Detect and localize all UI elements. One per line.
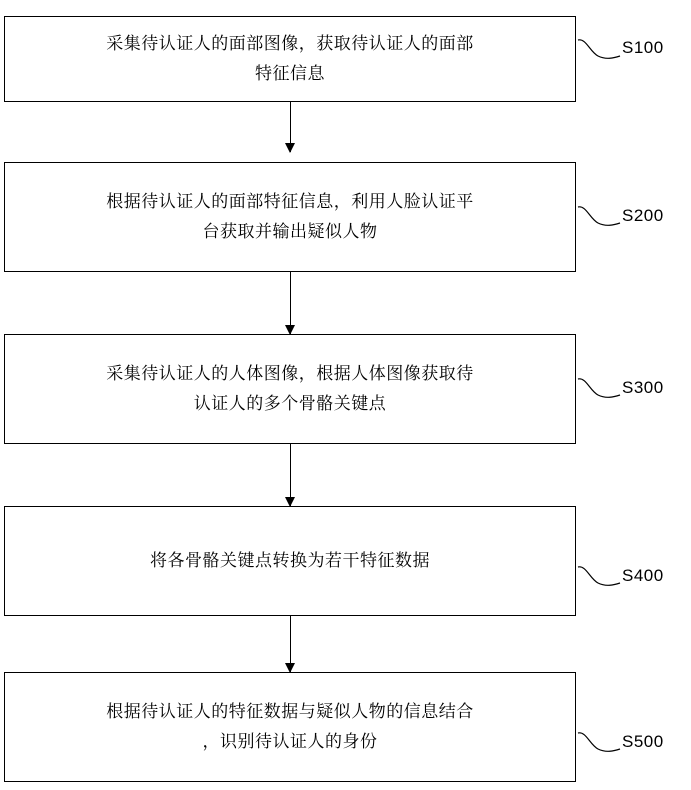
- flowchart-step-s500[interactable]: [4, 672, 576, 782]
- connector-s100-s200: [290, 102, 291, 152]
- flowchart-step-s100[interactable]: [4, 16, 576, 102]
- flowchart-step-s100-label: 采集待认证人的面部图像，获取待认证人的面部 特征信息: [106, 34, 474, 83]
- leader-line-s500: [576, 729, 622, 755]
- leader-line-s200: [576, 203, 622, 229]
- leader-line-s300: [576, 375, 622, 401]
- flowchart-tag-s300: S300: [622, 378, 664, 397]
- flowchart-step-s200[interactable]: [4, 162, 576, 272]
- flowchart-step-s200-label: 根据待认证人的面部特征信息，利用人脸认证平 台获取并输出疑似人物: [106, 192, 474, 241]
- flowchart-step-s300[interactable]: [4, 334, 576, 444]
- leader-line-s400: [576, 563, 622, 589]
- flowchart-tag-s400: S400: [622, 566, 664, 585]
- flowchart-step-s500-label: 根据待认证人的特征数据与疑似人物的信息结合 ，识别待认证人的身份: [106, 702, 474, 751]
- connector-s200-s300: [290, 272, 291, 334]
- flowchart-step-s400-label: 将各骨骼关键点转换为若干特征数据: [150, 551, 430, 570]
- flowchart-step-s400[interactable]: [4, 506, 576, 616]
- leader-line-s100: [576, 36, 622, 62]
- flowchart-tag-s500: S500: [622, 732, 664, 751]
- connector-s400-s500: [290, 616, 291, 672]
- flowchart-tag-s100: S100: [622, 38, 664, 57]
- flowchart-step-s300-label: 采集待认证人的人体图像，根据人体图像获取待 认证人的多个骨骼关键点: [106, 364, 474, 413]
- connector-s300-s400: [290, 444, 291, 506]
- flowchart-tag-s200: S200: [622, 206, 664, 225]
